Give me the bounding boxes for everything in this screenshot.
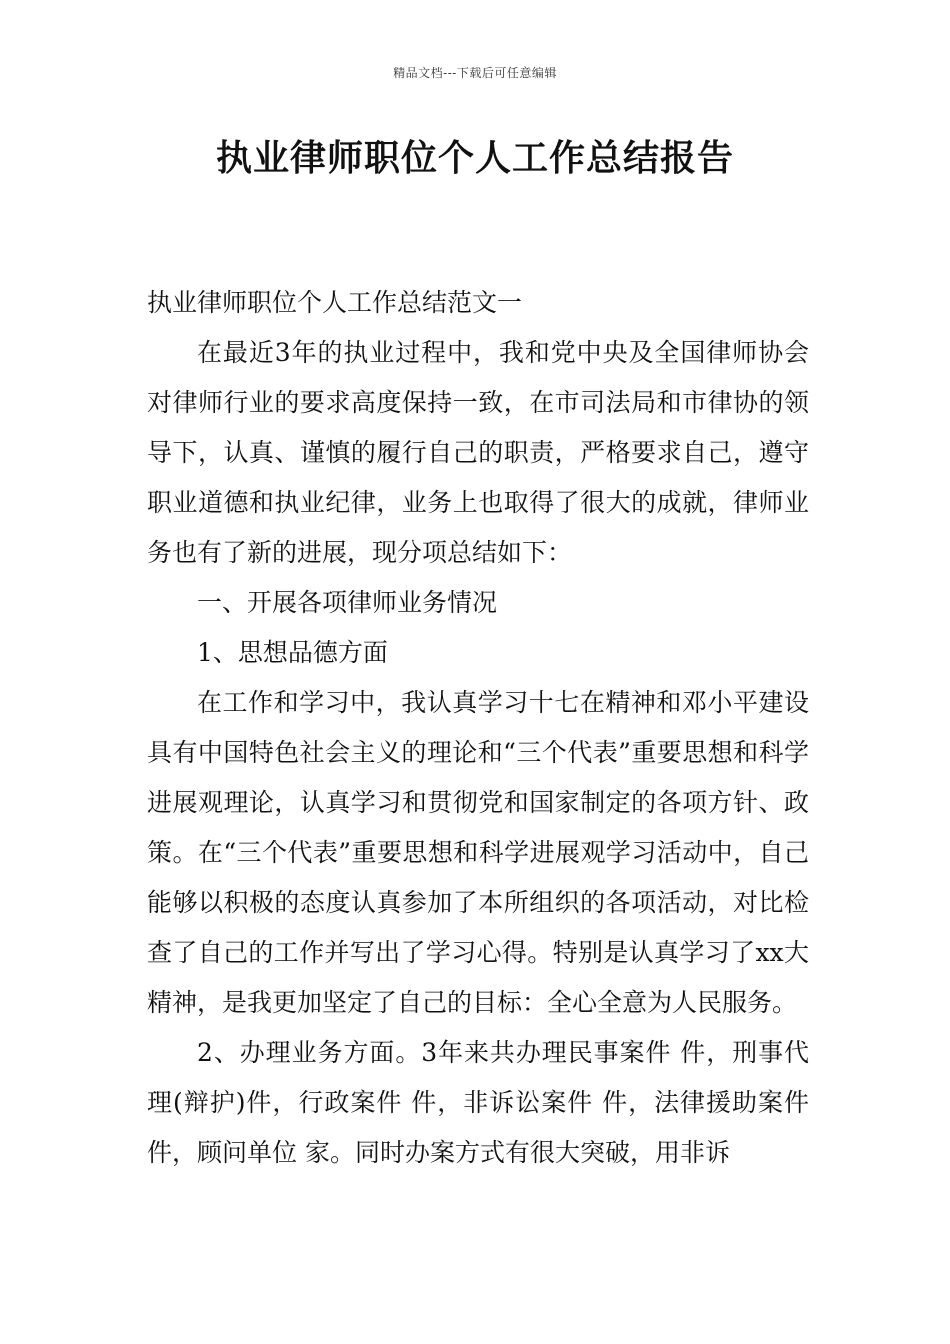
header-note: 精品文档---下载后可任意编辑 — [393, 66, 557, 80]
paragraph-business: 2、办理业务方面。3年来共办理民事案件 件，刑事代理(辩护)件，行政案件 件，非诉讼案件 件，法律援助案件 件，顾问单位 家。同时办案方式有很大突破，用非诉 — [147, 1038, 809, 1167]
item-heading: 1、思想品德方面 — [197, 638, 388, 667]
paragraph-ideology: 在工作和学习中，我认真学习十七在精神和邓小平建设具有中国特色社会主义的理论和“三个代表”重要思想和科学进展观理论，认真学习和贯彻党和国家制定的各项方针、政策。在“三个代表”重要思想和科学进展观学习活动中，自己能够以积极的态度认真参加了本所组织的各项活动，对比检查了自己的工作并写出了学习心得。特别是认真学习了xx大精神，是我更加坚定了自己的目标：全心全意为人民服务。 — [147, 688, 809, 1017]
section-heading: 执业律师职位个人工作总结范文一 — [147, 288, 523, 317]
document-body — [147, 278, 809, 1178]
subsection-heading: 一、开展各项律师业务情况 — [197, 588, 498, 617]
page-title: 执业律师职位个人工作总结报告 — [215, 137, 734, 179]
paragraph-intro: 在最近3年的执业过程中，我和党中央及全国律师协会对律师行业的要求高度保持一致，在市司法局和市律协的领导下，认真、谨慎的履行自己的职责，严格要求自己，遵守职业道德和执业纪律，业务上也取得了很大的成就，律师业务也有了新的进展，现分项总结如下： — [147, 338, 809, 567]
